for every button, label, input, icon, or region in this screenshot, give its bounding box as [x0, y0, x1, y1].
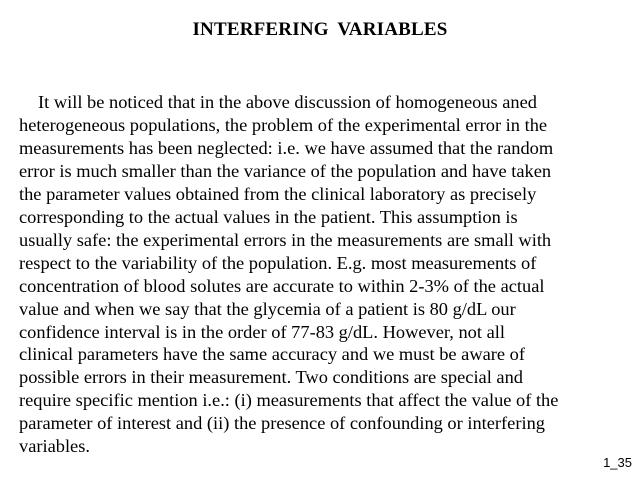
paragraph-line: usually safe: the experimental errors in the measurements are small with [19, 229, 552, 250]
paragraph-line: clinical parameters have the same accuracy and we must be aware of [19, 344, 525, 365]
paragraph-line: value and when we say that the glycemia of a patient is 80 g/dL our [19, 298, 516, 319]
paragraph-line: possible errors in their measurement. Two conditions are special and [19, 367, 523, 388]
paragraph-line: the parameter values obtained from the clinical laboratory as precisely [19, 183, 537, 204]
paragraph-line: respect to the variability of the population. E.g. most measurements of [19, 252, 537, 273]
paragraph-line: measurements has been neglected: i.e. we have assumed that the random [19, 137, 554, 158]
paragraph-line: error is much smaller than the variance of the population and have taken [19, 160, 552, 181]
paragraph-line: parameter of interest and (ii) the presence of confounding or interfering [19, 413, 545, 434]
slide-title: INTERFERING VARIABLES [192, 19, 448, 40]
paragraph-line: It will be noticed that in the above discussion of homogeneous aned [38, 92, 537, 112]
slide-body-paragraph [19, 91, 640, 458]
paragraph-line: heterogeneous populations, the problem of the experimental error in the [19, 114, 548, 135]
paragraph-line: confidence interval is in the order of 77-83 g/dL. However, not all [19, 321, 505, 342]
slide-number: 1_35 [603, 455, 632, 470]
paragraph-line: variables. [19, 436, 90, 457]
paragraph-line: require specific mention i.e.: (i) measurements that affect the value of the [19, 390, 559, 411]
paragraph-line: concentration of blood solutes are accurate to within 2-3% of the actual [19, 275, 545, 296]
paragraph-line: corresponding to the actual values in the patient. This assumption is [19, 206, 518, 227]
